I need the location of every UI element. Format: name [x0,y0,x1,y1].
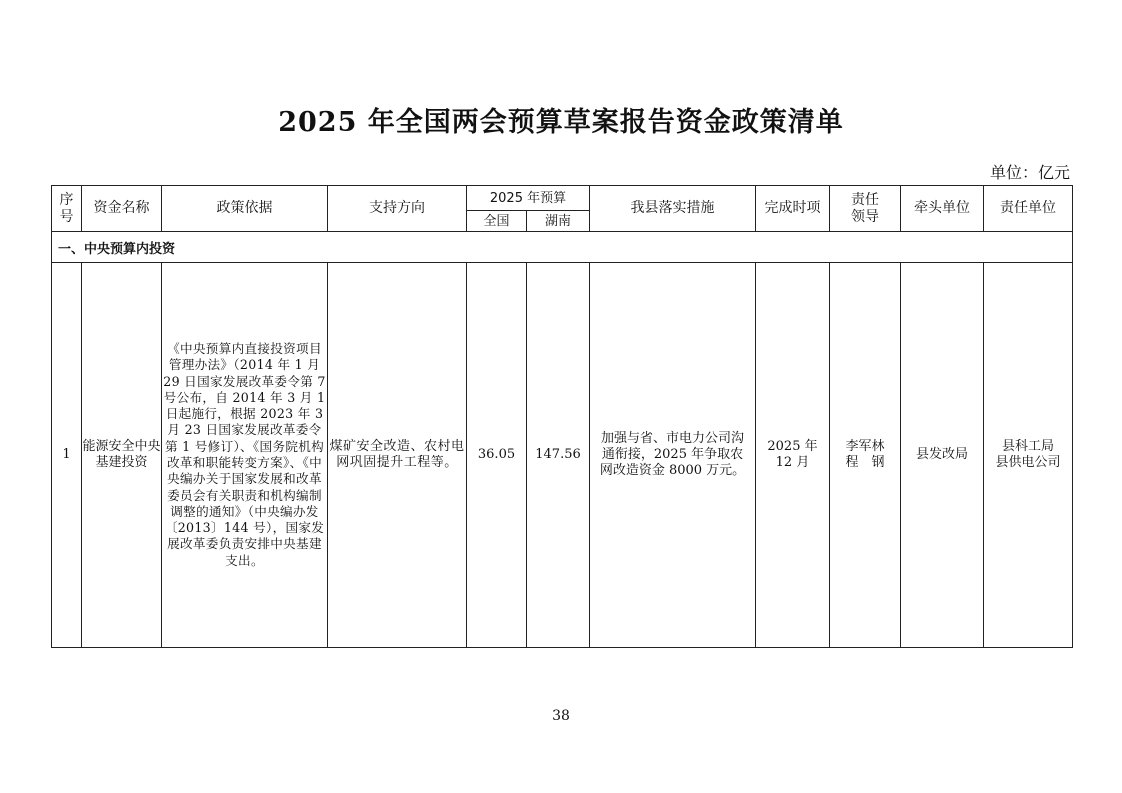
header-fund-name: 资金名称 [82,186,162,232]
cell-budget-national: 36.05 [467,263,527,648]
header-seq: 序号 [52,186,82,232]
header-budget-hunan: 湖南 [527,211,590,232]
document-title: 2025 年全国两会预算草案报告资金政策清单 [278,107,844,138]
table-row [52,263,1073,648]
cell-responsible-leader: 李军林 程 钢 [830,263,901,648]
header-deadline: 完成时项 [756,186,830,232]
policy-table [51,185,1073,648]
header-county-measures: 我县落实措施 [590,186,756,232]
header-lead-unit: 牵头单位 [901,186,984,232]
header-policy-basis: 政策依据 [162,186,328,232]
cell-lead-unit: 县发改局 [901,263,984,648]
header-budget-national: 全国 [467,211,527,232]
header-responsible-leader: 责任领导 [830,186,901,232]
cell-fund-name: 能源安全中央基建投资 [82,263,162,648]
header-support-direction: 支持方向 [328,186,467,232]
cell-seq: 1 [52,263,82,648]
cell-budget-hunan: 147.56 [527,263,590,648]
header-budget-2025: 2025 年预算 [467,186,590,211]
unit-label: 单位：亿元 [989,163,1070,182]
cell-deadline: 2025 年 12 月 [756,263,830,648]
cell-county-measures: 加强与省、市电力公司沟通衔接，2025 年争取农网改造资金 8000 万元。 [590,263,756,648]
section-title: 一、中央预算内投资 [52,232,1073,263]
section-row [52,232,1073,263]
page-number: 38 [552,708,570,724]
header-responsible-unit: 责任单位 [984,186,1073,232]
cell-responsible-unit: 县科工局 县供电公司 [984,263,1073,648]
header-row-1 [52,186,1073,211]
cell-support-direction: 煤矿安全改造、农村电网巩固提升工程等。 [328,263,467,648]
cell-policy-basis: 《中央预算内直接投资项目管理办法》（2014 年 1 月 29 日国家发展改革委令第 7 号公布，自 2014 年 3 月 1 日起施行，根据 2023 年 3 月 23 日国家发展改革委令第 1 号修订）、《国务院机构改革和职能转变方案》、《中央编办关于国家发展和改革委员会有关职责和机构编制调整的通知》（中央编办发〔2013〕144 号），国家发展改革委负责安排中央基建支出。 [162,263,328,648]
